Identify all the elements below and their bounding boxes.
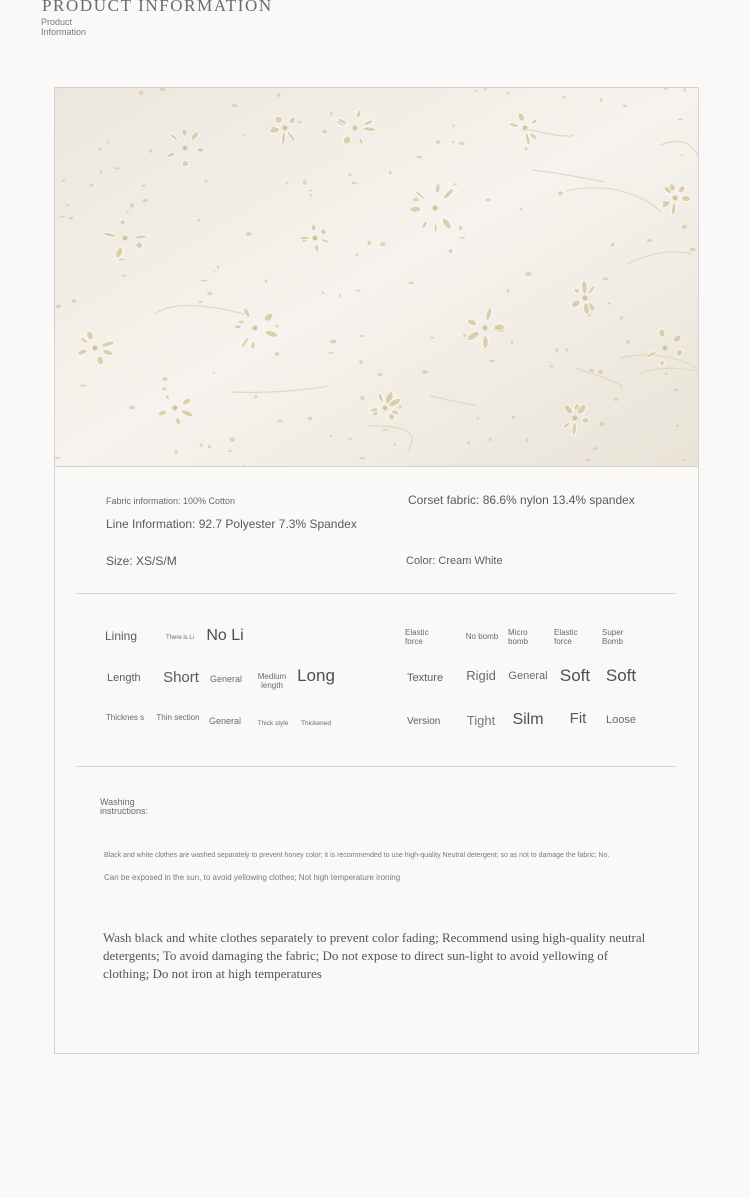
attr-option: There is Li	[165, 635, 194, 641]
line-info: Line Information: 92.7 Polyester 7.3% Spandex	[106, 517, 357, 531]
attr-option: Fit	[569, 710, 587, 727]
attr-option: Thickened	[301, 720, 331, 727]
attr-option: Medium length	[257, 672, 287, 690]
attr-option: Loose	[606, 714, 636, 726]
attr-option: Thin section	[156, 713, 200, 722]
attr-option: Short	[163, 669, 199, 686]
fabric-info: Fabric information: 100% Cotton	[106, 496, 236, 506]
attr-option: General	[209, 674, 243, 684]
washing-english: Wash black and white clothes separately to prevent color fading; Recommend using high-quality neutral detergents; To avoid damaging the fabric; Do not expose to direct sun-light to avoid yellowing of clothing; Do not iron at high temperatures	[103, 930, 646, 981]
attr-option: Rigid	[466, 668, 496, 683]
eyelet-lace-fabric-photo	[55, 88, 698, 466]
color-info: Color: Cream White	[406, 555, 503, 567]
product-info-card	[54, 87, 699, 1054]
attr-option: Soft	[605, 666, 637, 685]
size-info: Size: XS/S/M	[106, 554, 177, 568]
attr-option: Elastic force	[554, 628, 578, 646]
divider-bottom	[76, 766, 676, 767]
corset-fabric-info: Corset fabric: 86.6% nylon 13.4% spandex	[408, 493, 635, 507]
attr-label-elastic: Elastic force	[405, 628, 429, 646]
washing-line-2: Can be exposed in the sun, to avoid yellowing clothes; Not high temperature ironing	[104, 873, 401, 882]
attr-option: No bomb	[465, 632, 499, 641]
attr-option: Micro bomb	[508, 628, 529, 646]
attr-option: Tight	[466, 713, 496, 728]
fabric-photo	[55, 88, 698, 467]
attr-label-version: Version	[407, 716, 441, 727]
attr-option-selected: Long	[297, 666, 335, 685]
divider-top	[76, 593, 676, 594]
attr-option: General	[208, 716, 242, 726]
attr-option: Super Bomb	[602, 628, 624, 646]
washing-line-1: Black and white clothes are washed separately to prevent honey color; it is recommended to use high-quality Neutral detergent; so as not to damage the fabric; No.	[104, 852, 610, 859]
page-subtitle: Product Information	[41, 17, 87, 37]
attr-option-selected: Silm	[512, 711, 544, 728]
attr-label-thickness: Thicknes s	[105, 713, 145, 722]
page-title: PRODUCT INFORMATION	[42, 0, 273, 15]
washing-label: Washing instructions:	[100, 797, 149, 816]
attr-option-selected: No Li	[206, 627, 244, 644]
attr-label-lining: Lining	[105, 629, 138, 643]
attr-label-texture: Texture	[407, 672, 444, 684]
attr-option: General	[508, 670, 548, 682]
attr-option-selected: Soft	[559, 666, 591, 685]
attr-option: Thick style	[257, 720, 289, 727]
attr-label-length: Length	[107, 672, 141, 684]
